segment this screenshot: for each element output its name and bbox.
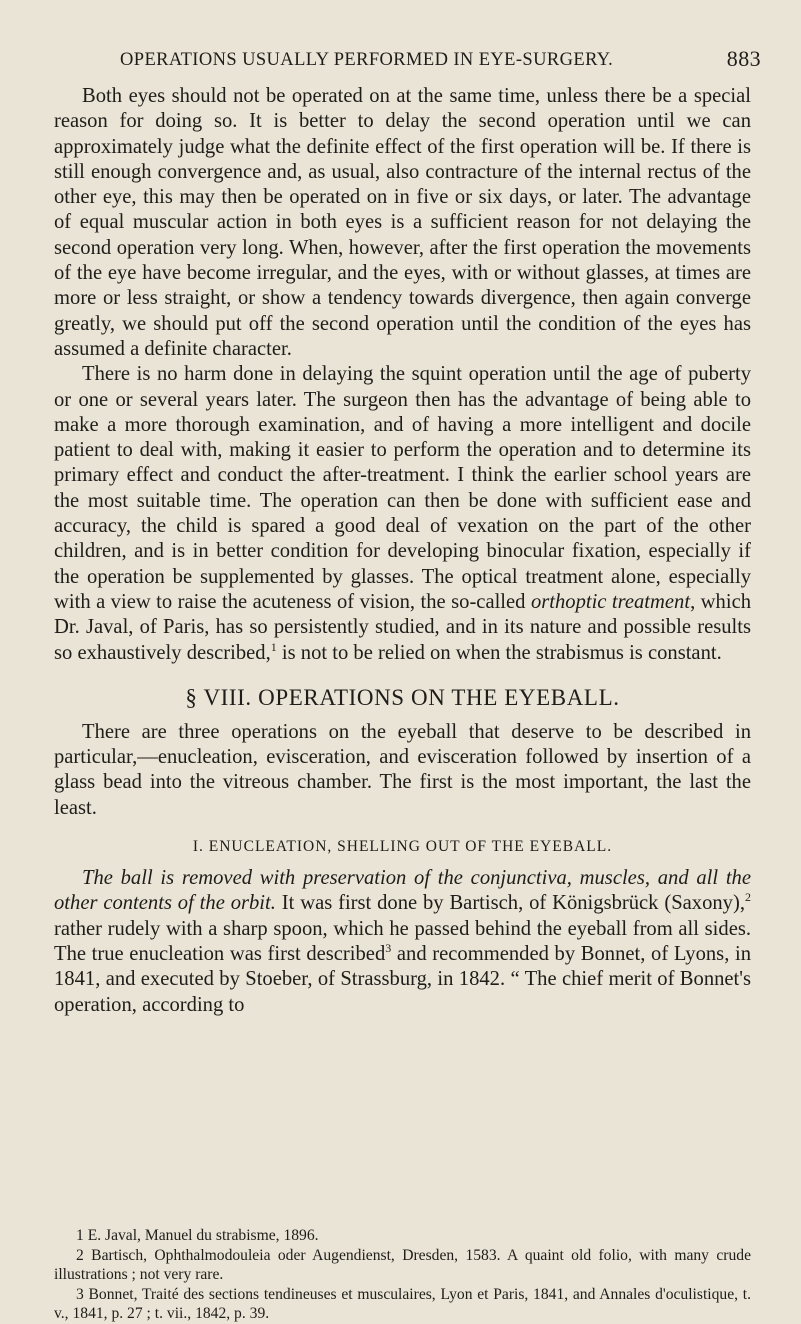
footnote-2: 2 Bartisch, Ophthalmodouleia oder Augendienst, Dresden, 1583. A quaint old folio, with many crude illustrations ; not very rare. — [54, 1246, 751, 1283]
paragraph-4-text-a: It was first done by Bartisch, of Königsbrück (Saxony), — [275, 892, 745, 915]
paragraph-2-text-b: , which Dr. Javal, of Paris, has so persistently studied, and in its nature and possible results so exhaustively described, — [54, 590, 752, 664]
paragraph-4-text-c: and recommended by Bonnet, of Lyons, in 1841, and executed by Stoeber, of Strassburg, in 1842. “ The chief merit of Bonnet's operation, according to — [54, 942, 751, 1016]
paragraph-4-italic-lead: The ball is removed with preservation of the conjunctiva, muscles, and all the other contents of the orbit. — [54, 867, 751, 915]
footnote-ref-1: 1 — [270, 639, 277, 654]
footnotes — [54, 1226, 751, 1324]
paragraph-4 — [54, 866, 751, 1018]
paragraph-1: Both eyes should not be operated on at the same time, unless there be a special reason for doing so. It is better to delay the second operation until we can approximately judge what the definite effect of the first operation will be. If there is still enough convergence and, as usual, also contracture of the internal rectus of the other eye, this may then be operated on in five or six days, or later. The advantage of equal muscular action in both eyes is a sufficient reason for not delaying the second operation very long. When, however, after the first operation the movements of the eye have become irregular, and the eyes, with or without glasses, at times are more or less straight, or show a tendency towards divergence, then again converge greatly, we should put off the second operation until the condition of the eyes has assumed a definite character. — [54, 85, 751, 360]
subsection-heading: I. ENUCLEATION, SHELLING OUT OF THE EYEBALL. — [192, 838, 613, 856]
footnote-ref-3: 3 — [385, 941, 392, 956]
footnote-3: 3 Bonnet, Traité des sections tendineuses et musculaires, Lyon et Paris, 1841, and Annales d'oculistique, t. v., 1841, p. 27 ; t. vii., 1842, p. 39. — [54, 1285, 751, 1322]
section-heading: § VIII. OPERATIONS ON THE EYEBALL. — [185, 684, 620, 710]
running-title: OPERATIONS USUALLY PERFORMED IN EYE-SURGERY. — [120, 50, 614, 70]
paragraph-2 — [54, 362, 751, 666]
page-number: 883 — [726, 46, 761, 71]
footnote-1: 1 E. Javal, Manuel du strabisme, 1896. — [76, 1227, 319, 1244]
page-body — [54, 84, 751, 1018]
orthoptic-treatment-term: orthoptic treatment — [530, 590, 691, 613]
paragraph-2-text-a: There is no harm done in delaying the squint operation until the age of puberty or one or several years later. The surgeon then has the advantage of being able to make a more thorough examination, and of having a more intelligent and docile patient to deal with, making it easier to perform the operation and to determine its primary effect and conduct the after-treatment. I think the earlier school years are the most suitable time. The operation can then be done with sufficient ease and accuracy, the child is spared a good deal of vexation on the part of the other children, and is in better condition for developing binocular fixation, especially if the operation be supplemented by glasses. The optical treatment alone, especially with a view to raise the acuteness of vision, the so-called — [54, 363, 751, 613]
paragraph-2-text-c: is not to be relied on when the strabismus is constant. — [276, 641, 722, 664]
footnote-ref-2: 2 — [744, 890, 751, 905]
running-header — [120, 46, 761, 71]
paragraph-3: There are three operations on the eyeball that deserve to be described in particular,—enucleation, evisceration, and evisceration followed by insertion of a glass bead into the vitreous chamber. The first is the most important, the last the least. — [54, 720, 751, 819]
paragraph-4-text-b: rather rudely with a sharp spoon, which he passed behind the eyeball from all sides. The true enucleation was first described — [54, 917, 751, 965]
